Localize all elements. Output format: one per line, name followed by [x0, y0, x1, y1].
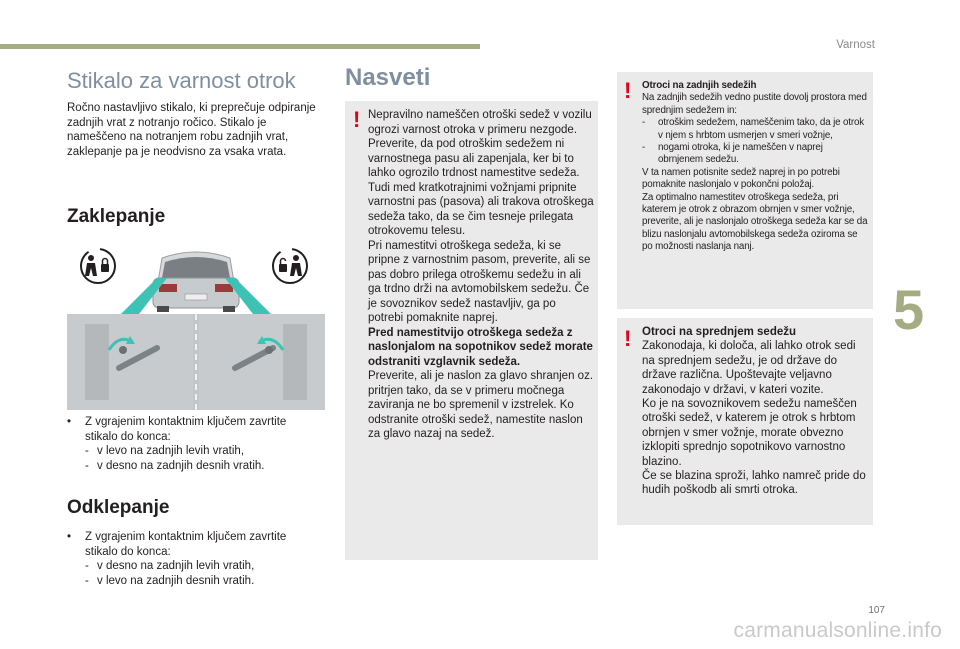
lock-item: v desno na zadnjih desnih vratih. [97, 459, 265, 472]
unlock-instruction-text: Z vgrajenim kontaktnim ključem zavrtite stikalo do konca: [85, 531, 287, 558]
warning-icon: ! [624, 326, 632, 351]
front-seat-warning-box [617, 318, 873, 525]
top-accent-bar [0, 44, 480, 49]
unlock-heading: Odklepanje [67, 497, 170, 518]
child-lock-illustration [67, 238, 325, 410]
rear-seats-paragraph: V ta namen potisnite sedež naprej in po potrebi pomaknite naslonjalo v pokončni položaj. [642, 166, 840, 191]
lock-instruction-text: Z vgrajenim kontaktnim ključem zavrtite stikalo do konca: [85, 416, 287, 443]
door-edge-photos [67, 314, 325, 410]
advice-paragraph: Tudi med kratkotrajnimi vožnjami pripnite varnostni pas (pasova) ali trakova otroškega sedeža tako, da se čim tesneje prilegata otrokovemu telesu. [368, 181, 594, 237]
advice-paragraph: Nepravilno nameščen otroški sedež v vozilu ogrozi varnost otroka v primeru nezgode. [368, 109, 592, 136]
child-lock-icon [81, 249, 115, 283]
rear-seats-item: otroškim sedežem, nameščenim tako, da je otrok v njem s hrbtom usmerjen v smeri vožnje, [658, 117, 865, 141]
unlock-item: v desno na zadnjih levih vratih, [97, 560, 255, 573]
front-seat-paragraph: Če se blazina sproži, lahko namreč pride do hudih poškodb ali smrti otroka. [642, 470, 866, 497]
rear-seats-title: Otroci na zadnjih sedežih [642, 80, 757, 91]
advice-text [368, 108, 594, 442]
warning-icon: ! [624, 78, 632, 103]
unlock-item: v levo na zadnjih desnih vratih. [97, 574, 255, 587]
advice-paragraph-bold: Pred namestitvijo otroškega sedeža z naslonjalom na sopotnikov sedež morate odstraniti vzglavnik sedeža. [368, 326, 593, 368]
unlock-instruction: • Z vgrajenim kontaktnim ključem zavrtite stikalo do konca: - v desno na zadnjih levih vratih, - v levo na zadnjih desnih vratih. [67, 530, 307, 588]
advice-paragraph: Preverite, ali je naslon za glavo shranjen oz. pritrjen tako, da se v primeru močnega zaviranja ne bo spremenil v izstrelek. Ko odstranite otroški sedež, namestite naslon za glavo nazaj na sedež. [368, 370, 594, 440]
child-unlock-icon [273, 249, 307, 283]
front-seat-text [642, 325, 868, 498]
intro-paragraph: Ročno nastavljivo stikalo, ki preprečuje odpiranje zadnjih vrat z notranjo ročico. Stikalo je nameščeno na notranjem robu zadnjih vrat, zaklepanje pa je neodvisno za vsaka vrata. [67, 102, 316, 158]
advice-title: Nasveti [345, 64, 431, 91]
lock-item: v levo na zadnjih levih vratih, [97, 445, 245, 458]
lock-instruction: • Z vgrajenim kontaktnim ključem zavrtite stikalo do konca: - v levo na zadnjih levih vratih, - v desno na zadnjih desnih vratih. [67, 415, 307, 473]
front-seat-paragraph: Zakonodaja, ki določa, ali lahko otrok sedi na sprednjem sedežu, je od države do države različna. Upoštevajte veljavno zakonodajo v državi, v kateri vozite. [642, 340, 856, 396]
car-rear-image [153, 252, 239, 312]
bullet-icon: • [67, 531, 72, 543]
lock-heading: Zaklepanje [67, 206, 166, 227]
rear-seats-intro: Na zadnjih sedežih vedno pustite dovolj prostora med sprednjim sedežem in: [642, 92, 867, 116]
rear-seats-paragraph: Za optimalno namestitev otroškega sedeža, pri katerem je otrok z obrazom obrnjen v smer vožnje, preverite, ali je naslonjalo otroškega sedeža kar se da blizu naslonjalu avtomobilskega sedeža oziroma se po možnosti naslanja nanj. [642, 191, 868, 253]
page-title: Stikalo za varnost otrok [67, 68, 296, 93]
rear-seats-text: Otroci na zadnjih sedežih Na zadnjih sedežih vedno pustite dovolj prostora med sprednjim sedežem in: - otroškim sedežem, nameščenim tako, da je otrok v njem s hrbtom usmerjen v smeri vožnje, - nogami otroka, ki je nameščen v naprej obrnjenem sedežu. V ta namen potisnite sedež naprej in po potrebi pomaknite naslonjalo v pokončni položaj. Za optimalno namestitev otroškega sedeža, pri katerem je otrok z obrazom obrnjen v smer vožnje, preverite, ali je naslonjalo otroškega sedeža kar se da blizu naslonjalu avtomobilskega sedeža oziroma se po možnosti naslanja nanj. [642, 80, 870, 254]
advice-paragraph: Preverite, da pod otroškim sedežem ni varnostnega pasu ali zapenjala, ker bi to lahko ogrozilo trdnost namestitve sedeža. [368, 138, 580, 179]
warning-icon: ! [353, 107, 361, 132]
section-header: Varnost [836, 39, 875, 51]
watermark: carmanualsonline.info [733, 619, 942, 642]
advice-paragraph: Pri namestitvi otroškega sedeža, ki se pripne z varnostnim pasom, preverite, ali se pas dobro prilega otroškemu sedežu in ali ga trdno drži na avtomobilskem sedežu. Če je sovoznikov sedež nastavljiv, ga po potrebi pomaknite naprej. [368, 239, 591, 324]
front-seat-title: Otroci na sprednjem sedežu [642, 326, 797, 338]
bullet-icon: • [67, 416, 72, 428]
chapter-number: 5 [893, 278, 925, 341]
advice-box [345, 101, 598, 560]
front-seat-paragraph: Ko je na sovoznikovem sedežu nameščen otroški sedež, v katerem je otrok s hrbtom obrnjen v smer vožnje, morate obvezno izklopiti sprednjo sopotnikovo varnostno blazino. [642, 398, 857, 468]
rear-seats-warning-box [617, 72, 873, 309]
page-number: 107 [868, 605, 885, 616]
rear-seats-item: nogami otroka, ki je nameščen v naprej obrnjenem sedežu. [658, 142, 823, 166]
